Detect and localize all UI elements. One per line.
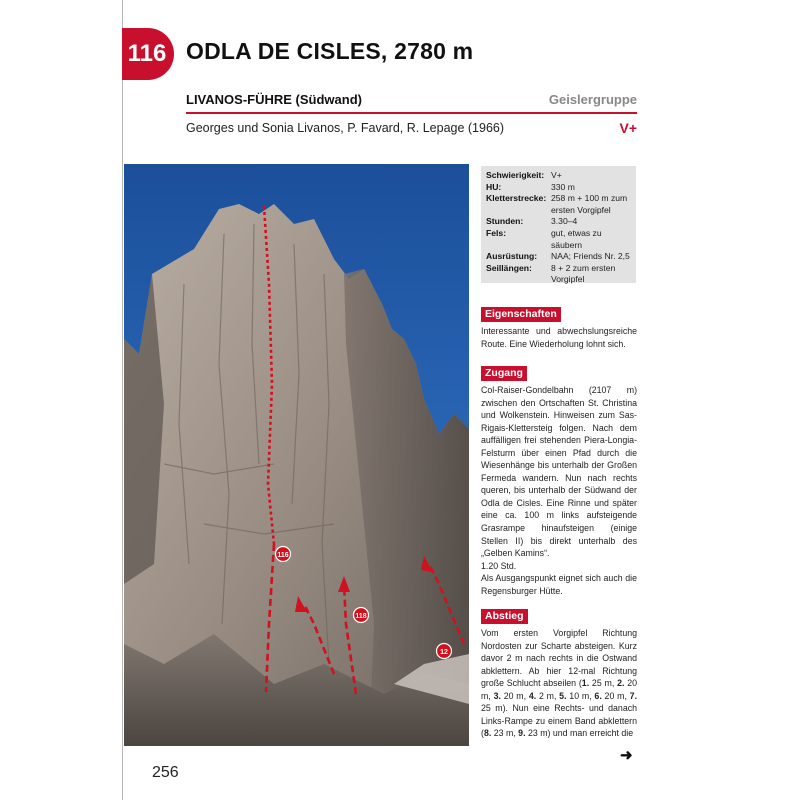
info-row-pitches [486, 263, 631, 286]
route-photo [124, 164, 469, 746]
info-value: NAA; Friends Nr. 2,5 [551, 251, 630, 262]
page-border [122, 0, 123, 800]
pitch-length: 2 m, [536, 690, 560, 701]
pitch-number: 5. [559, 690, 567, 701]
section-label-eigenschaften: Eigenschaften [481, 307, 561, 322]
abstieg-text: Vom ersten Vorgipfel Richtung Nordosten zur Scharte absteigen. Kurz davor 2 m nach rechts in die Ostwand abklettern. Ab hier 12-mal Richtung große Schlucht abseilen ( [481, 628, 637, 689]
first-ascent-authors: Georges und Sonia Livanos, P. Favard, R. Lepage (1966) [186, 121, 505, 135]
info-value: gut, etwas zu säubern [551, 227, 602, 250]
route-number-badge: 116 [122, 28, 174, 80]
info-row-height [486, 182, 631, 194]
zugang-note: Als Ausgangspunkt eignet sich auch die Regensburger Hütte. [481, 573, 637, 596]
info-key: Stunden: [486, 216, 524, 227]
marker-118: 118 [355, 613, 367, 620]
info-key: Fels: [486, 227, 507, 238]
header-divider [186, 112, 637, 114]
info-key: HU: [486, 181, 502, 192]
difficulty-grade: V+ [619, 120, 637, 136]
info-row-hours [486, 216, 631, 228]
info-key: Schwierigkeit: [486, 170, 545, 180]
info-key: Seillängen: [486, 262, 532, 273]
info-row-difficulty [486, 170, 631, 182]
pitch-length: 10 m, [566, 690, 595, 701]
pitch-number: 7. [629, 690, 638, 701]
section-text-zugang: Col-Raiser-Gondelbahn (2107 m) zwischen den Ortschaften St. Christina und Wolkenstein. Hinweisen zum Sas-Rigais-Klettersteig folgen. Nach dem auffälligen frei stehenden Piera-Longia-Felsturm über einen Pfad durch die Wiesenhänge bis unterhalb der Großen Fermeda wandern. Nun nach rechts queren, bis unterhalb der Südwand der Odla de Cisles. Eine Rinne und später eine ca. 100 m links aufsteigende Grasrampe hinaufsteigen (einige Stellen II) bis direkt unterhalb des „Gelben Kamins“. [481, 385, 637, 559]
pitch-length: 25 m, [589, 678, 618, 689]
info-value: V+ [551, 170, 562, 180]
section-zugang [481, 384, 637, 597]
marker-116: 116 [277, 552, 289, 559]
page-title: ODLA DE CISLES, 2780 m [186, 38, 474, 64]
pitch-length: 23 m, [491, 728, 519, 739]
info-value: 3.30–4 [551, 216, 578, 227]
section-label-abstieg: Abstieg [481, 609, 528, 624]
continue-arrow-icon: ➜ [620, 747, 633, 764]
pitch-length: 23 m) und man erreicht die [525, 728, 634, 739]
section-label-zugang: Zugang [481, 366, 527, 381]
info-value: 330 m [551, 181, 575, 192]
zugang-time: 1.20 Std. [481, 560, 517, 571]
route-info-box [481, 166, 636, 283]
mountain-group: Geislergruppe [548, 92, 637, 107]
marker-12: 12 [440, 649, 448, 656]
pitch-length: 20 m, [481, 678, 637, 701]
pitch-length: 25 m). Nun eine Rechts- und danach Links-Rampe zu einem Band abklettern ( [481, 703, 637, 739]
route-subtitle: LIVANOS-FÜHRE (Südwand) [186, 92, 362, 107]
info-row-length [486, 193, 631, 216]
section-text-abstieg [481, 627, 637, 740]
pitch-length: 20 m, [601, 690, 630, 701]
pitch-number: 3. [493, 690, 501, 701]
info-value: 8 + 2 zum ersten Vorgipfel [551, 262, 616, 285]
info-value: 258 m + 100 m zum ersten Vorgipfel [551, 193, 628, 215]
pitch-number: 1. [581, 678, 590, 689]
pitch-length: 20 m, [500, 690, 529, 701]
pitch-number: 8. [483, 728, 492, 739]
info-row-rock [486, 228, 631, 251]
info-key: Kletterstrecke: [486, 193, 547, 204]
info-row-equipment [486, 251, 631, 263]
info-key: Ausrüstung: [486, 251, 538, 262]
page-number: 256 [152, 764, 179, 781]
pitch-number: 4. [528, 690, 537, 701]
pitch-number: 9. [518, 728, 526, 739]
section-text-eigenschaften: Interessante und abwechslungsreiche Route. Eine Wiederholung lohnt sich. [481, 326, 637, 349]
pitch-number: 2. [617, 678, 625, 689]
pitch-number: 6. [594, 690, 602, 701]
